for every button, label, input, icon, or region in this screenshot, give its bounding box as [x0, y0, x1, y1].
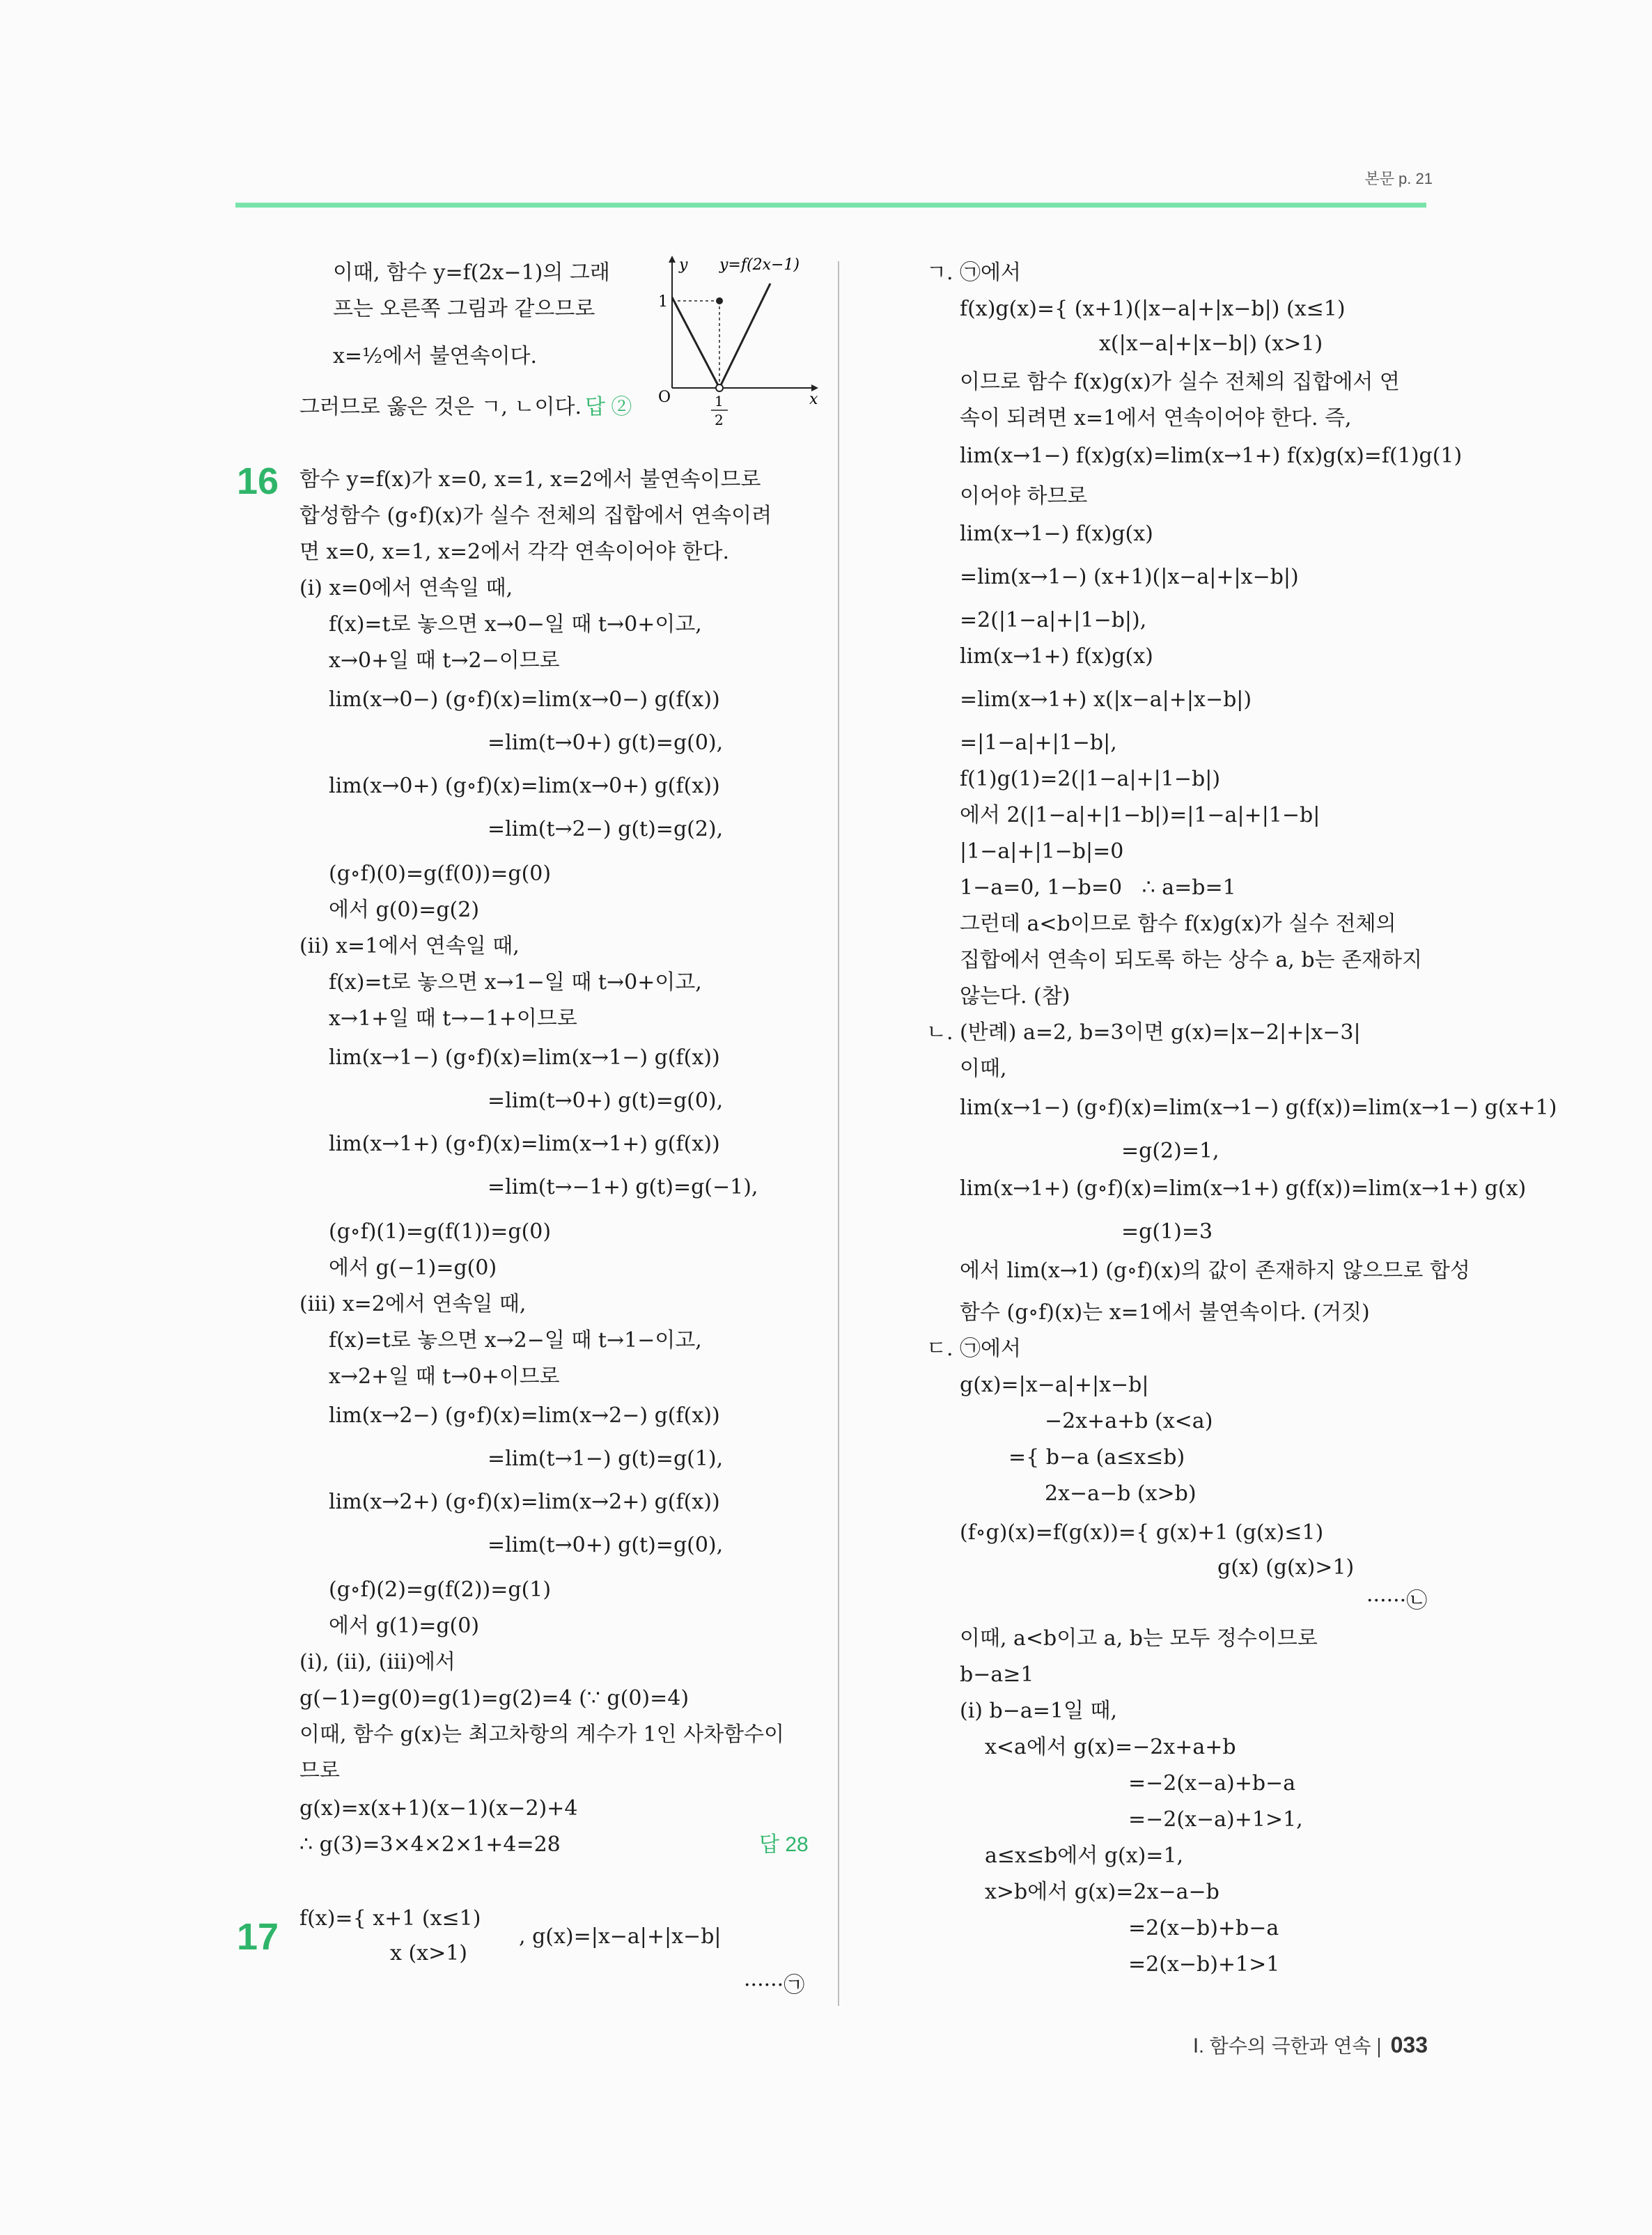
p16-line: lim(x→1+) (g∘f)(x)=lim(x→1+) g(f(x)) [329, 1132, 720, 1156]
intro-line: 그러므로 옳은 것은 ㄱ, ㄴ이다. [299, 395, 582, 419]
x-tick-denominator: 2 [715, 412, 724, 428]
right-line: =lim(x→1−) (x+1)(|x−a|+|x−b|) [960, 565, 1299, 589]
right-line: lim(x→1−) f(x)g(x)=lim(x→1+) f(x)g(x)=f(1)g(1) [960, 444, 1463, 468]
p16-line: =lim(t→0+) g(t)=g(0), [488, 1533, 724, 1557]
right-line: g(x)=|x−a|+|x−b| [960, 1373, 1149, 1397]
right-line: (f∘g)(x)=f(g(x))={ g(x)+1 (g(x)≤1) [960, 1520, 1324, 1545]
right-line: |1−a|+|1−b|=0 [960, 839, 1124, 864]
right-line: 이때, a<b이고 a, b는 모두 정수이므로 [960, 1626, 1318, 1651]
right-line: =g(2)=1, [1121, 1139, 1219, 1163]
open-point [716, 384, 723, 391]
right-line: =2(|1−a|+|1−b|), [960, 608, 1147, 632]
p16-line: g(−1)=g(0)=g(1)=g(2)=4 (∵ g(0)=4) [299, 1686, 689, 1711]
right-line: lim(x→1+) f(x)g(x) [960, 644, 1153, 669]
right-line: =−2(x−a)+1>1, [1128, 1807, 1303, 1832]
curve-label: y=f(2x−1) [719, 256, 800, 274]
footer-chapter: Ⅰ. 함수의 극한과 연속 [1192, 2035, 1371, 2057]
y-axis-label: y [679, 256, 688, 274]
right-line: b−a≥1 [960, 1662, 1034, 1687]
right-line: 이므로 함수 f(x)g(x)가 실수 전체의 집합에서 연 [960, 370, 1400, 394]
intro-line: 프는 오른쪽 그림과 같으므로 [333, 297, 595, 321]
right-line: x(|x−a|+|x−b|) (x>1) [1099, 332, 1323, 356]
right-line: f(x)g(x)={ (x+1)(|x−a|+|x−b|) (x≤1) [960, 297, 1346, 321]
right-line: =lim(x→1+) x(|x−a|+|x−b|) [960, 687, 1252, 712]
p16-line: 므로 [299, 1759, 340, 1783]
p16-line: 이때, 함수 g(x)는 최고차항의 계수가 1인 사차함수이 [299, 1722, 784, 1747]
y-tick-label: 1 [658, 293, 668, 311]
filled-point [716, 297, 723, 304]
right-line: a≤x≤b에서 g(x)=1, [985, 1844, 1184, 1868]
right-line: lim(x→1−) (g∘f)(x)=lim(x→1−) g(f(x))=lim(x→1−) g(x+1) [960, 1096, 1557, 1120]
page-reference: 본문 p. 21 [1364, 170, 1433, 187]
right-line: 에서 2(|1−a|+|1−b|)=|1−a|+|1−b| [960, 803, 1320, 827]
p16-line: x→2+일 때 t→0+이므로 [329, 1364, 560, 1389]
p17-line: , g(x)=|x−a|+|x−b| [519, 1924, 722, 1949]
y-axis-arrow-icon [669, 256, 676, 263]
p16-line: 에서 g(0)=g(2) [329, 898, 480, 922]
problem-16-number: 16 [237, 460, 279, 502]
p17-line: x (x>1) [390, 1941, 468, 1965]
p16-line: =lim(t→0+) g(t)=g(0), [488, 1089, 724, 1113]
p16-line: =lim(t→−1+) g(t)=g(−1), [488, 1175, 758, 1199]
right-line: (ⅰ) b−a=1일 때, [960, 1699, 1118, 1723]
p16-line: f(x)=t로 놓으면 x→2−일 때 t→1−이고, [329, 1328, 702, 1353]
p16-line: 합성함수 (g∘f)(x)가 실수 전체의 집합에서 연속이려 [299, 504, 772, 528]
intro-line: 이때, 함수 y=f(2x−1)의 그래 [333, 260, 610, 285]
right-line: 이때, [960, 1057, 1007, 1081]
right-line: 1−a=0, 1−b=0 ∴ a=b=1 [960, 875, 1236, 900]
footer-separator [1378, 2038, 1380, 2057]
p16-line: f(x)=t로 놓으면 x→1−일 때 t→0+이고, [329, 970, 702, 995]
right-line: f(1)g(1)=2(|1−a|+|1−b|) [960, 767, 1221, 791]
problem-17-number: 17 [237, 1916, 279, 1958]
right-line: =2(x−b)+1>1 [1128, 1952, 1280, 1977]
right-line: =−2(x−a)+b−a [1128, 1771, 1296, 1796]
p16-line: 함수 y=f(x)가 x=0, x=1, x=2에서 불연속이므로 [299, 467, 761, 492]
right-line: g(x) (g(x)>1) [1217, 1555, 1355, 1580]
x-tick-numerator: 1 [715, 393, 724, 410]
right-line: x>b에서 g(x)=2x−a−b [985, 1880, 1219, 1904]
p17-line: ······㉠ [744, 1973, 805, 1998]
p16-line: (g∘f)(0)=g(f(0))=g(0) [329, 862, 552, 886]
right-line: =|1−a|+|1−b|, [960, 731, 1117, 755]
page-footer [1193, 2031, 1428, 2059]
right-line: ㄱ. ㉠에서 [926, 260, 1022, 285]
right-line: 속이 되려면 x=1에서 연속이어야 한다. 즉, [960, 406, 1352, 430]
p16-line: (ⅱ) x=1에서 연속일 때, [299, 934, 520, 958]
right-line: ㄷ. ㉠에서 [926, 1337, 1022, 1361]
p16-line: lim(x→1−) (g∘f)(x)=lim(x→1−) g(f(x)) [329, 1045, 720, 1070]
right-line: 그런데 a<b이므로 함수 f(x)g(x)가 실수 전체의 [960, 912, 1396, 936]
intro-answer: 답 ② [585, 396, 632, 419]
right-line: −2x+a+b (x<a) [1045, 1409, 1213, 1433]
right-line: 집합에서 연속이 되도록 하는 상수 a, b는 존재하지 [960, 948, 1422, 972]
p16-line: g(x)=x(x+1)(x−1)(x−2)+4 [299, 1796, 578, 1821]
right-line: 에서 lim(x→1) (g∘f)(x)의 값이 존재하지 않으므로 합성 [960, 1259, 1470, 1283]
p16-answer: 답 28 [759, 1833, 809, 1856]
p16-line: (g∘f)(2)=g(f(2))=g(1) [329, 1578, 552, 1602]
p16-line: (ⅰ) x=0에서 연속일 때, [299, 576, 513, 600]
graph-right-branch [719, 283, 770, 388]
p16-line: x→1+일 때 t→−1+이므로 [329, 1006, 577, 1031]
p16-line: f(x)=t로 놓으면 x→0−일 때 t→0+이고, [329, 612, 702, 637]
p16-line: =lim(t→2−) g(t)=g(2), [488, 817, 724, 841]
right-line: =2(x−b)+b−a [1128, 1916, 1279, 1940]
p16-line: 에서 g(1)=g(0) [329, 1614, 480, 1638]
p16-line: lim(x→0+) (g∘f)(x)=lim(x→0+) g(f(x)) [329, 774, 720, 798]
right-line: 이어야 하므로 [960, 484, 1088, 508]
header-rule [235, 203, 1426, 208]
graph-left-branch [672, 297, 719, 388]
right-line: =g(1)=3 [1121, 1220, 1213, 1244]
p16-line: (ⅰ), (ⅱ), (ⅲ)에서 [299, 1650, 455, 1674]
right-line: 함수 (g∘f)(x)는 x=1에서 불연속이다. (거짓) [960, 1300, 1370, 1325]
right-line: ={ b−a (a≤x≤b) [1008, 1445, 1185, 1470]
p17-line: f(x)={ x+1 (x≤1) [299, 1906, 481, 1931]
p16-line: lim(x→0−) (g∘f)(x)=lim(x→0−) g(f(x)) [329, 687, 720, 712]
p16-line: lim(x→2−) (g∘f)(x)=lim(x→2−) g(f(x)) [329, 1403, 720, 1428]
right-line: 2x−a−b (x>b) [1045, 1481, 1197, 1506]
origin-label: O [658, 389, 671, 406]
p16-line: (ⅲ) x=2에서 연속일 때, [299, 1292, 527, 1316]
right-line: ······㉡ [1366, 1589, 1428, 1613]
p16-line: 에서 g(−1)=g(0) [329, 1256, 497, 1280]
intro-line: x=½에서 불연속이다. [333, 344, 538, 368]
footer-page-number: 033 [1390, 2032, 1428, 2057]
right-line: ㄴ. (반례) a=2, b=3이면 g(x)=|x−2|+|x−3| [926, 1020, 1361, 1045]
graph-figure [627, 254, 822, 435]
p16-line: =lim(t→1−) g(t)=g(1), [488, 1447, 724, 1471]
right-line: 않는다. (참) [960, 984, 1070, 1009]
right-line: x<a에서 g(x)=−2x+a+b [985, 1735, 1236, 1759]
p16-line: 면 x=0, x=1, x=2에서 각각 연속이어야 한다. [299, 540, 730, 564]
p16-line: (g∘f)(1)=g(f(1))=g(0) [329, 1220, 552, 1244]
p16-line: ∴ g(3)=3×4×2×1+4=28 [299, 1832, 561, 1857]
column-divider [838, 261, 839, 2006]
right-line: lim(x→1−) f(x)g(x) [960, 522, 1153, 546]
right-line: lim(x→1+) (g∘f)(x)=lim(x→1+) g(f(x))=lim(x→1+) g(x) [960, 1176, 1527, 1201]
p16-line: lim(x→2+) (g∘f)(x)=lim(x→2+) g(f(x)) [329, 1490, 720, 1514]
x-axis-label: x [809, 391, 818, 408]
p16-line: =lim(t→0+) g(t)=g(0), [488, 731, 724, 755]
p16-line: x→0+일 때 t→2−이므로 [329, 648, 560, 673]
